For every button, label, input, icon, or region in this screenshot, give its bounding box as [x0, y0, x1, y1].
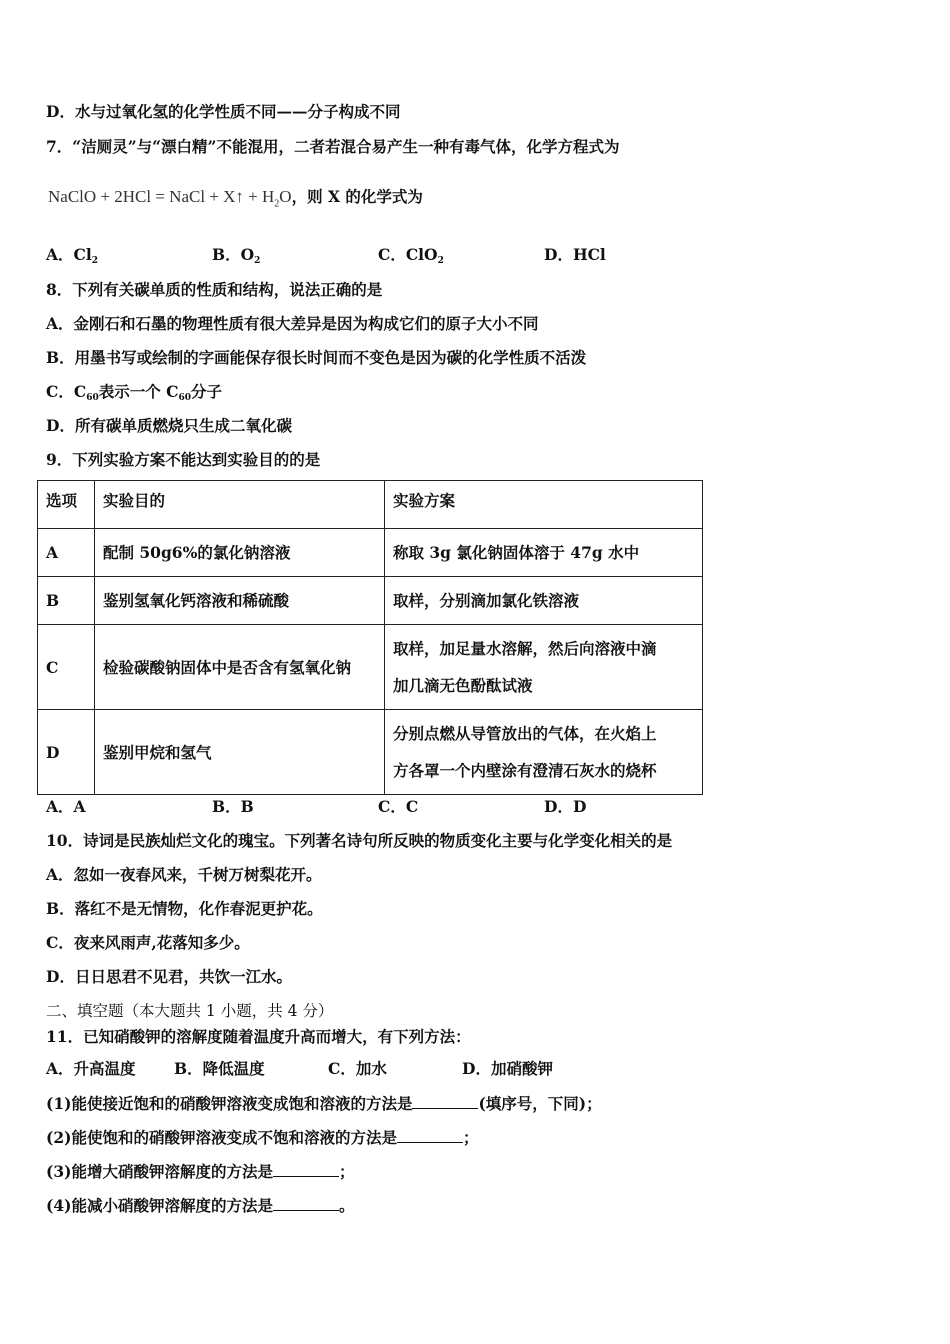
q9-option-a: A．A — [46, 797, 86, 816]
q11-part-1: (1)能使接近饱和的硝酸钾溶液变成饱和溶液的方法是 (填序号，下同)； — [46, 1094, 602, 1113]
table-cell-goal: 鉴别甲烷和氢气 — [95, 710, 385, 795]
q9-options — [46, 797, 586, 817]
question-9: 9．下列实验方案不能达到实验目的的是 — [46, 450, 321, 469]
table-row — [38, 710, 703, 795]
table-header: 选项 — [38, 481, 95, 529]
q7-equation-sub: 2 — [274, 198, 280, 210]
table-row — [38, 529, 703, 577]
q7-equation — [48, 186, 423, 215]
q11-part-3: (3)能增大硝酸钾溶解度的方法是 ； — [46, 1162, 355, 1181]
answer-blank[interactable] — [273, 1162, 339, 1177]
section-2-heading: 二、填空题（本大题共 1 小题，共 4 分） — [46, 1002, 334, 1020]
q11-option-a: A．升高温度 — [46, 1059, 136, 1078]
q6-option-d: D．水与过氧化氢的化学性质不同——分子构成不同 — [46, 102, 401, 121]
table-cell-plan: 取样，加足量水溶解，然后向溶液中滴 加几滴无色酚酞试液 — [385, 625, 703, 710]
table-cell-option: D — [38, 710, 95, 795]
q7-option-a: A．$Cl_2$ — [46, 245, 99, 266]
question-7: 7．“洁厕灵”与“漂白精”不能混用，二者若混合易产生一种有毒气体，化学方程式为 — [46, 137, 620, 156]
experiment-table — [37, 480, 703, 795]
q9-option-d: D．D — [544, 797, 587, 816]
q11-option-d: D．加硝酸钾 — [462, 1059, 553, 1078]
table-cell-plan: 取样，分别滴加氯化铁溶液 — [385, 577, 703, 625]
question-11: 11．已知硝酸钾的溶解度随着温度升高而增大，有下列方法： — [46, 1027, 471, 1046]
q8-option-b: B．用墨书写或绘制的字画能保存很长时间而不变色是因为碳的化学性质不活泼 — [46, 348, 587, 367]
q9-option-c: C．C — [378, 797, 419, 816]
q11-option-b: B．降低温度 — [174, 1059, 265, 1078]
table-cell-option: C — [38, 625, 95, 710]
table-header-row — [38, 481, 703, 529]
question-10: 10．诗词是民族灿烂文化的瑰宝。下列著名诗句所反映的物质变化主要与化学变化相关的是 — [46, 831, 673, 850]
table-cell-option: A — [38, 529, 95, 577]
q7-equation-right: O — [279, 187, 292, 206]
table-cell-plan: 称取 3g 氯化钠固体溶于 47g 水中 — [385, 529, 703, 577]
q10-option-a: A．忽如一夜春风来，千树万树梨花开。 — [46, 865, 322, 884]
q11-part-2: (2)能使饱和的硝酸钾溶液变成不饱和溶液的方法是 ； — [46, 1128, 479, 1147]
table-cell-goal: 配制 50g6%的氯化钠溶液 — [95, 529, 385, 577]
question-8: 8．下列有关碳单质的性质和结构，说法正确的是 — [46, 280, 383, 299]
table-row — [38, 625, 703, 710]
table-cell-goal: 检验碳酸钠固体中是否含有氢氧化钠 — [95, 625, 385, 710]
table-cell-option: B — [38, 577, 95, 625]
q11-option-c: C．加水 — [328, 1059, 387, 1078]
q7-option-d: D．HCl — [544, 245, 606, 264]
q7-option-b: B．$O_2$ — [212, 245, 261, 266]
q7-equation-tail: ，则 X 的化学式为 — [291, 187, 423, 206]
q8-option-c: C．$C_{60}$表示一个 $C_{60}$分子 — [46, 382, 222, 403]
q7-option-c: C．ClO$_2$ — [378, 245, 444, 266]
q9-option-b: B．B — [212, 797, 254, 816]
q8-option-d: D．所有碳单质燃烧只生成二氧化碳 — [46, 416, 292, 435]
q10-option-c: C．夜来风雨声,花落知多少。 — [46, 933, 250, 952]
answer-blank[interactable] — [273, 1196, 339, 1211]
answer-blank[interactable] — [397, 1128, 463, 1143]
q11-options — [46, 1059, 553, 1079]
table-cell-goal: 鉴别氢氧化钙溶液和稀硫酸 — [95, 577, 385, 625]
table-cell-plan: 分别点燃从导管放出的气体，在火焰上 方各罩一个内壁涂有澄清石灰水的烧杯 — [385, 710, 703, 795]
table-header: 实验目的 — [95, 481, 385, 529]
q8-option-a: A．金刚石和石墨的物理性质有很大差异是因为构成它们的原子大小不同 — [46, 314, 539, 333]
q10-option-b: B．落红不是无情物，化作春泥更护花。 — [46, 899, 323, 918]
q10-option-d: D．日日思君不见君，共饮一江水。 — [46, 967, 292, 986]
q7-options — [46, 245, 606, 271]
q7-equation-left: NaClO + 2HCl = NaCl + X↑ + H — [48, 187, 275, 206]
q11-part-4: (4)能减小硝酸钾溶解度的方法是 。 — [46, 1196, 355, 1215]
table-row — [38, 577, 703, 625]
table-header: 实验方案 — [385, 481, 703, 529]
answer-blank[interactable] — [412, 1094, 478, 1109]
